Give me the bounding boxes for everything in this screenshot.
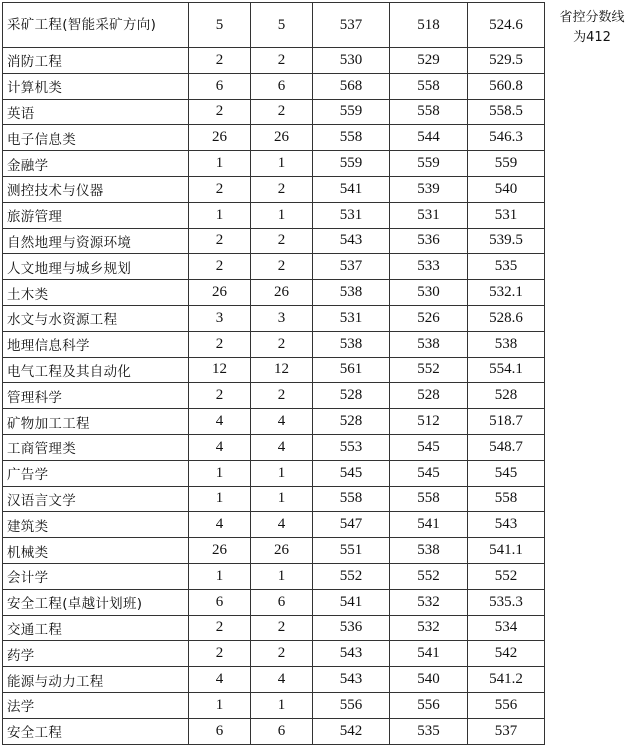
avg-score-cell: 531 [468, 202, 545, 228]
avg-score-cell: 529.5 [468, 48, 545, 74]
table-row [3, 3, 545, 48]
admitted-count-cell: 2 [251, 615, 313, 641]
major-cell: 自然地理与资源环境 [3, 228, 189, 254]
avg-score-cell: 558.5 [468, 99, 545, 125]
min-score-cell: 539 [390, 176, 468, 202]
avg-score-cell: 546.3 [468, 125, 545, 151]
major-cell: 地理信息科学 [3, 331, 189, 357]
plan-count-cell: 4 [189, 512, 251, 538]
table-row [3, 667, 545, 693]
max-score-cell: 568 [313, 73, 390, 99]
max-score-cell: 538 [313, 280, 390, 306]
admitted-count-cell: 2 [251, 383, 313, 409]
note-line-2: 为412 [573, 30, 611, 45]
avg-score-cell: 539.5 [468, 228, 545, 254]
major-cell: 旅游管理 [3, 202, 189, 228]
plan-count-cell: 6 [189, 73, 251, 99]
min-score-cell: 558 [390, 99, 468, 125]
major-cell: 药学 [3, 641, 189, 667]
min-score-cell: 545 [390, 460, 468, 486]
admitted-count-cell: 2 [251, 176, 313, 202]
avg-score-cell: 545 [468, 460, 545, 486]
avg-score-cell: 559 [468, 151, 545, 177]
plan-count-cell: 26 [189, 125, 251, 151]
admitted-count-cell: 3 [251, 305, 313, 331]
major-cell: 采矿工程(智能采矿方向) [3, 3, 189, 48]
plan-count-cell: 6 [189, 718, 251, 744]
major-cell: 法学 [3, 692, 189, 718]
plan-count-cell: 1 [189, 692, 251, 718]
table-row [3, 718, 545, 744]
avg-score-cell: 538 [468, 331, 545, 357]
major-cell: 交通工程 [3, 615, 189, 641]
plan-count-cell: 2 [189, 228, 251, 254]
plan-count-cell: 1 [189, 151, 251, 177]
plan-count-cell: 2 [189, 383, 251, 409]
max-score-cell: 561 [313, 357, 390, 383]
max-score-cell: 542 [313, 718, 390, 744]
min-score-cell: 545 [390, 434, 468, 460]
avg-score-cell: 535 [468, 254, 545, 280]
major-cell: 广告学 [3, 460, 189, 486]
min-score-cell: 540 [390, 667, 468, 693]
plan-count-cell: 2 [189, 331, 251, 357]
plan-count-cell: 2 [189, 641, 251, 667]
max-score-cell: 541 [313, 176, 390, 202]
table-row [3, 228, 545, 254]
min-score-cell: 536 [390, 228, 468, 254]
avg-score-cell: 548.7 [468, 434, 545, 460]
note-line-1: 省控分数线 [559, 10, 625, 25]
table-row [3, 692, 545, 718]
table-row [3, 383, 545, 409]
admitted-count-cell: 1 [251, 563, 313, 589]
table-row [3, 641, 545, 667]
avg-score-cell: 528.6 [468, 305, 545, 331]
table-row [3, 615, 545, 641]
min-score-cell: 558 [390, 486, 468, 512]
admitted-count-cell: 26 [251, 125, 313, 151]
major-cell: 电子信息类 [3, 125, 189, 151]
admitted-count-cell: 4 [251, 409, 313, 435]
table-row [3, 357, 545, 383]
plan-count-cell: 12 [189, 357, 251, 383]
table-row [3, 460, 545, 486]
min-score-cell: 532 [390, 615, 468, 641]
table-row [3, 202, 545, 228]
admitted-count-cell: 2 [251, 641, 313, 667]
admitted-count-cell: 26 [251, 538, 313, 564]
max-score-cell: 530 [313, 48, 390, 74]
avg-score-cell: 524.6 [468, 3, 545, 48]
max-score-cell: 536 [313, 615, 390, 641]
avg-score-cell: 535.3 [468, 589, 545, 615]
max-score-cell: 556 [313, 692, 390, 718]
min-score-cell: 552 [390, 357, 468, 383]
plan-count-cell: 6 [189, 589, 251, 615]
major-cell: 安全工程(卓越计划班) [3, 589, 189, 615]
max-score-cell: 547 [313, 512, 390, 538]
avg-score-cell: 552 [468, 563, 545, 589]
min-score-cell: 535 [390, 718, 468, 744]
plan-count-cell: 2 [189, 615, 251, 641]
plan-count-cell: 5 [189, 3, 251, 48]
plan-count-cell: 2 [189, 254, 251, 280]
max-score-cell: 543 [313, 228, 390, 254]
table-row [3, 305, 545, 331]
major-cell: 金融学 [3, 151, 189, 177]
avg-score-cell: 537 [468, 718, 545, 744]
min-score-cell: 559 [390, 151, 468, 177]
min-score-cell: 531 [390, 202, 468, 228]
major-cell: 矿物加工工程 [3, 409, 189, 435]
admitted-count-cell: 4 [251, 434, 313, 460]
major-cell: 消防工程 [3, 48, 189, 74]
min-score-cell: 533 [390, 254, 468, 280]
major-cell: 人文地理与城乡规划 [3, 254, 189, 280]
plan-count-cell: 1 [189, 202, 251, 228]
max-score-cell: 559 [313, 151, 390, 177]
max-score-cell: 543 [313, 641, 390, 667]
plan-count-cell: 4 [189, 667, 251, 693]
major-cell: 汉语言文学 [3, 486, 189, 512]
max-score-cell: 537 [313, 3, 390, 48]
min-score-cell: 526 [390, 305, 468, 331]
avg-score-cell: 534 [468, 615, 545, 641]
admitted-count-cell: 2 [251, 99, 313, 125]
avg-score-cell: 540 [468, 176, 545, 202]
admitted-count-cell: 5 [251, 3, 313, 48]
table-row [3, 563, 545, 589]
admitted-count-cell: 2 [251, 331, 313, 357]
max-score-cell: 558 [313, 486, 390, 512]
plan-count-cell: 2 [189, 176, 251, 202]
max-score-cell: 559 [313, 99, 390, 125]
admitted-count-cell: 6 [251, 718, 313, 744]
avg-score-cell: 541.2 [468, 667, 545, 693]
admitted-count-cell: 4 [251, 512, 313, 538]
table-row [3, 589, 545, 615]
major-cell: 工商管理类 [3, 434, 189, 460]
plan-count-cell: 2 [189, 99, 251, 125]
table-row [3, 280, 545, 306]
admitted-count-cell: 2 [251, 48, 313, 74]
plan-count-cell: 4 [189, 409, 251, 435]
major-cell: 土木类 [3, 280, 189, 306]
avg-score-cell: 518.7 [468, 409, 545, 435]
min-score-cell: 544 [390, 125, 468, 151]
max-score-cell: 537 [313, 254, 390, 280]
min-score-cell: 558 [390, 73, 468, 99]
table-body [3, 3, 545, 745]
admitted-count-cell: 12 [251, 357, 313, 383]
major-cell: 会计学 [3, 563, 189, 589]
admitted-count-cell: 2 [251, 228, 313, 254]
max-score-cell: 552 [313, 563, 390, 589]
plan-count-cell: 1 [189, 486, 251, 512]
avg-score-cell: 541.1 [468, 538, 545, 564]
max-score-cell: 531 [313, 202, 390, 228]
major-cell: 机械类 [3, 538, 189, 564]
major-cell: 英语 [3, 99, 189, 125]
max-score-cell: 545 [313, 460, 390, 486]
avg-score-cell: 558 [468, 486, 545, 512]
max-score-cell: 528 [313, 383, 390, 409]
admitted-count-cell: 4 [251, 667, 313, 693]
min-score-cell: 530 [390, 280, 468, 306]
admitted-count-cell: 6 [251, 589, 313, 615]
plan-count-cell: 26 [189, 280, 251, 306]
major-cell: 能源与动力工程 [3, 667, 189, 693]
admitted-count-cell: 6 [251, 73, 313, 99]
min-score-cell: 552 [390, 563, 468, 589]
min-score-cell: 541 [390, 512, 468, 538]
admitted-count-cell: 1 [251, 486, 313, 512]
avg-score-cell: 528 [468, 383, 545, 409]
major-cell: 电气工程及其自动化 [3, 357, 189, 383]
admitted-count-cell: 1 [251, 202, 313, 228]
provincial-cutoff-note [548, 8, 636, 48]
major-cell: 管理科学 [3, 383, 189, 409]
min-score-cell: 512 [390, 409, 468, 435]
max-score-cell: 538 [313, 331, 390, 357]
admitted-count-cell: 2 [251, 254, 313, 280]
max-score-cell: 551 [313, 538, 390, 564]
min-score-cell: 518 [390, 3, 468, 48]
table-row [3, 409, 545, 435]
major-cell: 安全工程 [3, 718, 189, 744]
plan-count-cell: 3 [189, 305, 251, 331]
table-row [3, 254, 545, 280]
table-row [3, 512, 545, 538]
admission-scores-table [2, 2, 545, 745]
table-row [3, 434, 545, 460]
table-row [3, 331, 545, 357]
table-row [3, 151, 545, 177]
table-row [3, 73, 545, 99]
table-row [3, 125, 545, 151]
min-score-cell: 532 [390, 589, 468, 615]
avg-score-cell: 554.1 [468, 357, 545, 383]
avg-score-cell: 556 [468, 692, 545, 718]
plan-count-cell: 1 [189, 563, 251, 589]
admitted-count-cell: 1 [251, 460, 313, 486]
admitted-count-cell: 1 [251, 151, 313, 177]
max-score-cell: 558 [313, 125, 390, 151]
major-cell: 建筑类 [3, 512, 189, 538]
min-score-cell: 538 [390, 538, 468, 564]
max-score-cell: 553 [313, 434, 390, 460]
plan-count-cell: 4 [189, 434, 251, 460]
admitted-count-cell: 1 [251, 692, 313, 718]
major-cell: 计算机类 [3, 73, 189, 99]
avg-score-cell: 560.8 [468, 73, 545, 99]
table-row [3, 486, 545, 512]
admitted-count-cell: 26 [251, 280, 313, 306]
max-score-cell: 531 [313, 305, 390, 331]
min-score-cell: 556 [390, 692, 468, 718]
major-cell: 水文与水资源工程 [3, 305, 189, 331]
max-score-cell: 541 [313, 589, 390, 615]
avg-score-cell: 542 [468, 641, 545, 667]
max-score-cell: 543 [313, 667, 390, 693]
avg-score-cell: 532.1 [468, 280, 545, 306]
table-row [3, 48, 545, 74]
plan-count-cell: 1 [189, 460, 251, 486]
min-score-cell: 541 [390, 641, 468, 667]
plan-count-cell: 26 [189, 538, 251, 564]
max-score-cell: 528 [313, 409, 390, 435]
major-cell: 测控技术与仪器 [3, 176, 189, 202]
table-row [3, 176, 545, 202]
min-score-cell: 528 [390, 383, 468, 409]
min-score-cell: 538 [390, 331, 468, 357]
plan-count-cell: 2 [189, 48, 251, 74]
min-score-cell: 529 [390, 48, 468, 74]
table-row [3, 99, 545, 125]
table-row [3, 538, 545, 564]
avg-score-cell: 543 [468, 512, 545, 538]
